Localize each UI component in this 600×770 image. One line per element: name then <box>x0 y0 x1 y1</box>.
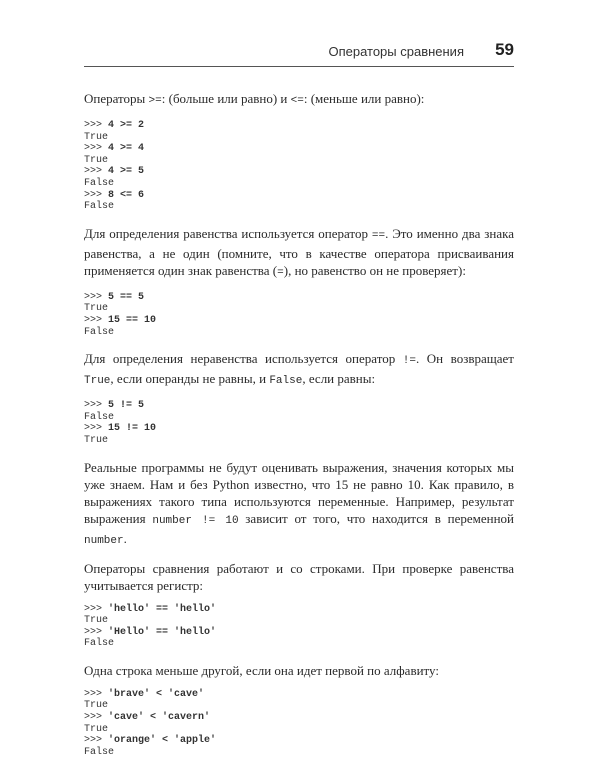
repl-output: True <box>84 615 109 627</box>
code-line <box>84 166 514 178</box>
repl-output: True <box>84 131 109 143</box>
inline-code: number != 10 <box>152 514 239 527</box>
code-line <box>84 700 514 712</box>
code-line <box>84 689 514 701</box>
code-line <box>84 327 514 339</box>
paragraph <box>84 225 514 282</box>
repl-expression: 'orange' < 'apple' <box>108 735 217 747</box>
text-run: ), но равенство он не проверяет): <box>283 262 466 278</box>
repl-prompt: >>> <box>84 314 109 326</box>
repl-output: True <box>84 434 109 446</box>
code-line <box>84 747 514 759</box>
repl-expression: 4 >= 5 <box>108 166 145 178</box>
text-run: : (меньше или равно): <box>303 91 425 106</box>
code-line <box>84 178 514 190</box>
inline-code: >= <box>148 95 162 107</box>
text-run: зависит от того, что находится в переменной <box>238 510 514 526</box>
code-line <box>84 190 514 202</box>
code-block <box>84 604 514 650</box>
text-run: : (больше или равно) и <box>161 91 291 106</box>
repl-expression: 'hello' == 'hello' <box>108 603 217 615</box>
repl-prompt: >>> <box>84 143 109 155</box>
repl-prompt: >>> <box>84 712 109 724</box>
repl-prompt: >>> <box>84 603 109 615</box>
repl-expression: 'cave' < 'cavern' <box>108 712 211 724</box>
repl-prompt: >>> <box>84 688 109 700</box>
text-run: Для определения неравенства используется оператор <box>84 351 403 367</box>
code-line <box>84 315 514 327</box>
text-run: Одна строка меньше другой, если она идет первой по алфавиту: <box>84 662 439 678</box>
paragraph <box>84 459 514 550</box>
code-block <box>84 689 514 759</box>
code-line <box>84 712 514 724</box>
inline-code: False <box>269 375 303 388</box>
inline-code: == <box>371 229 386 242</box>
repl-expression: 'Hello' == 'hello' <box>108 626 217 638</box>
text-run: . Он возвращает <box>415 351 514 367</box>
paragraph <box>84 662 514 679</box>
code-line <box>84 435 514 447</box>
paragraph <box>84 350 514 390</box>
repl-output: True <box>84 154 109 166</box>
repl-expression: 5 != 5 <box>108 400 145 412</box>
repl-output: False <box>84 638 115 650</box>
code-line <box>84 120 514 132</box>
inline-code: number <box>84 534 124 547</box>
code-line <box>84 292 514 304</box>
code-line <box>84 724 514 736</box>
code-line <box>84 627 514 639</box>
text-run: Реальные программы не будут оценивать выражения, значения которых мы уже знаем. Нам и без Python известно, что 15 не равно 10. Как правило, в выражениях такого типа используются переменные. Например, результат выражения <box>84 459 514 526</box>
repl-output: False <box>84 326 115 338</box>
page-header <box>84 40 514 67</box>
code-line <box>84 412 514 424</box>
repl-output: False <box>84 746 115 758</box>
repl-output: False <box>84 201 115 213</box>
repl-prompt: >>> <box>84 735 109 747</box>
text-run: , если равны: <box>302 371 376 387</box>
text-run: Операторы <box>84 91 149 106</box>
code-block <box>84 400 514 446</box>
repl-prompt: >>> <box>84 626 109 638</box>
repl-prompt: >>> <box>84 400 109 412</box>
paragraph <box>84 90 514 110</box>
repl-prompt: >>> <box>84 423 109 435</box>
repl-expression: 5 == 5 <box>108 291 145 303</box>
repl-output: True <box>84 700 109 712</box>
repl-prompt: >>> <box>84 166 109 178</box>
repl-output: False <box>84 177 115 189</box>
running-header-title: Операторы сравнения <box>328 44 464 59</box>
code-line <box>84 143 514 155</box>
repl-expression: 15 != 10 <box>108 423 157 435</box>
text-run: Для определения равенства используется оператор <box>84 225 372 241</box>
repl-prompt: >>> <box>84 120 109 131</box>
code-line <box>84 400 514 412</box>
text-run: . <box>123 530 127 546</box>
inline-code: = <box>277 266 284 279</box>
code-line <box>84 132 514 144</box>
code-line <box>84 423 514 435</box>
page-number: 59 <box>495 40 514 59</box>
repl-output: False <box>84 411 115 423</box>
inline-code: != <box>402 355 416 368</box>
repl-expression: 8 <= 6 <box>108 189 145 201</box>
code-line <box>84 201 514 213</box>
code-line <box>84 155 514 167</box>
code-block <box>84 292 514 338</box>
code-line <box>84 735 514 747</box>
code-line <box>84 303 514 315</box>
text-run: . Это именно два знака равенства, а не один (помните, что в качестве оператора присваивания применяется один знак равенства ( <box>84 225 514 278</box>
text-run: , если операнды не равны, и <box>110 371 270 387</box>
page-body <box>84 90 514 770</box>
repl-expression: 'brave' < 'cave' <box>108 688 205 700</box>
repl-output: True <box>84 303 109 315</box>
repl-expression: 4 >= 4 <box>108 143 145 155</box>
paragraph <box>84 560 514 594</box>
code-line <box>84 604 514 616</box>
repl-prompt: >>> <box>84 291 109 303</box>
inline-code: True <box>84 375 111 388</box>
repl-prompt: >>> <box>84 189 109 201</box>
text-run: Операторы сравнения работают и со строками. При проверке равенства учитывается регистр: <box>84 560 514 593</box>
repl-expression: 15 == 10 <box>108 314 157 326</box>
code-line <box>84 615 514 627</box>
inline-code: <= <box>290 95 304 107</box>
repl-expression: 4 >= 2 <box>108 120 145 131</box>
code-line <box>84 638 514 650</box>
code-block <box>84 120 514 213</box>
repl-output: True <box>84 723 109 735</box>
